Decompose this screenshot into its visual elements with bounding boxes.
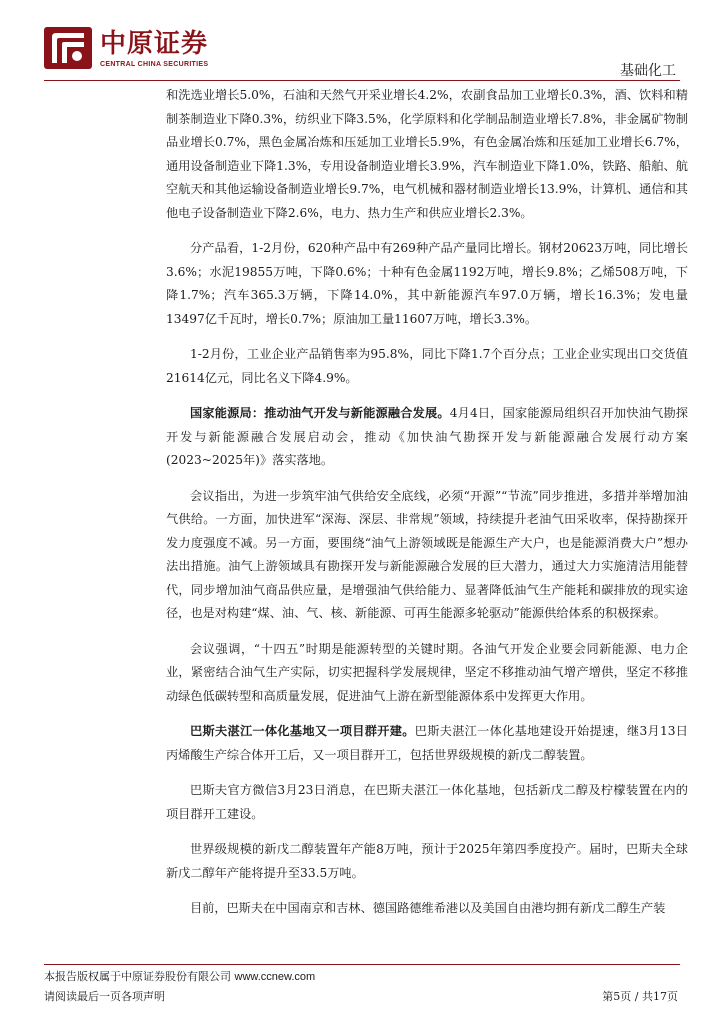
paragraph-text: 和洗选业增长5.0%，石油和天然气开采业增长4.2%，农副食品加工业增长0.3%，酒、饮料和精制茶制造业下降0.3%，纺织业下降3.5%，化学原料和化学制品制造业增长7.8%，非金属矿物制品业增长0.7%，黑色金属冶炼和压延加工业增长5.9%，有色金属冶炼和压延加工业增长6.7%，通用设备制造业下降1.3%，专用设备制造业增长3.9%，汽车制造业下降1.0%，铁路、船舶、航空航天和其他运输设备制造业增长9.7%，电气机械和器材制造业增长13.9%，计算机、通信和其他电子设备制造业下降2.6%，电力、热力生产和供应业增长2.3%。 (166, 88, 688, 220)
paragraph-npg-capacity (166, 838, 688, 885)
logo-chinese-name: 中原证券 (100, 29, 209, 59)
report-section-label: 基础化工 (620, 63, 676, 79)
paragraph-gap (166, 767, 688, 779)
paragraph-meeting-points (166, 485, 688, 626)
news-headline: 巴斯夫湛江一体化基地又一项目群开建。 (190, 724, 415, 738)
paragraph-text: 会议指出，为进一步筑牢油气供给安全底线，必须“开源”“节流”同步推进，多措并举增加油气供给。一方面，加快进军“深海、深层、非常规”领域，持续提升老油气田采收率，保持勘探开发力度强度不减。另一方面，要围绕“油气上游领域既是能源生产大户，也是能源消费大户”想办法出措施。油气上游领域具有勘探开发与新能源融合发展的巨大潜力，通过大力实施清洁用能替代，同步增加油气商品供应量，是增强油气供给能力、显著降低油气生产能耗和碳排放的现实途径，也是对构建“煤、油、气、核、新能源、可再生能源多轮驱动”能源供给体系的积极探索。 (166, 488, 688, 620)
page-header (0, 0, 724, 82)
paragraph-text: 巴斯夫湛江一体化基地建设开始提速，继3月13日丙烯酸生产综合体开工后，又一项目群开工，包括世界级规模的新戊二醇装置。 (166, 724, 688, 762)
footer-disclaimer: 请阅读最后一页各项声明 (44, 990, 165, 1003)
paragraph-gap (166, 390, 688, 402)
paragraph-basf-sites (166, 897, 688, 921)
paragraph-gap (166, 708, 688, 720)
copyright-text: 本报告版权属于中原证券股份有限公司 (44, 970, 231, 983)
paragraph-gap (166, 826, 688, 838)
paragraph-gap (166, 473, 688, 485)
paragraph-gap (166, 626, 688, 638)
paragraph-text: 分产品看，1-2月份，620种产品中有269种产品产量同比增长。钢材20623万吨，同比增长3.6%；水泥19855万吨，下降0.6%；十种有色金属1192万吨，增长9.8%；乙烯508万吨，下降1.7%；汽车365.3万辆，下降14.0%，其中新能源汽车97.0万辆，增长16.3%；发电量13497亿千瓦时，增长0.7%；原油加工量11607万吨，增长3.3%。 (166, 241, 688, 326)
footer-divider (44, 964, 680, 965)
paragraph-industry-growth (166, 84, 688, 225)
paragraph-gap (166, 885, 688, 897)
paragraph-basf-news (166, 720, 688, 767)
website-link[interactable]: www.ccnew.com (234, 971, 316, 983)
logo-english-name: CENTRAL CHINA SECURITIES (100, 61, 209, 68)
report-body (166, 84, 688, 921)
paragraph-nea-news (166, 402, 688, 473)
paragraph-basf-wechat (166, 779, 688, 826)
page-number: 第5页 / 共17页 (602, 990, 678, 1003)
header-divider (44, 80, 680, 81)
paragraph-text: 4月4日，国家能源局组织召开加快油气勘探开发与新能源融合发展启动会，推动《加快油气勘探开发与新能源融合发展行动方案(2023~2025年)》落实落地。 (166, 406, 688, 467)
paragraph-product-output (166, 237, 688, 331)
paragraph-gap (166, 225, 688, 237)
paragraph-text: 巴斯夫官方微信3月23日消息，在巴斯夫湛江一体化基地，包括新戊二醇及柠檬装置在内的项目群开工建设。 (166, 783, 688, 821)
paragraph-text: 目前，巴斯夫在中国南京和吉林、德国路德维希港以及美国自由港均拥有新戊二醇生产装 (190, 901, 666, 915)
paragraph-sales-rate (166, 343, 688, 390)
paragraph-text: 1-2月份，工业企业产品销售率为95.8%，同比下降1.7个百分点；工业企业实现出口交货值21614亿元，同比名义下降4.9%。 (166, 347, 688, 385)
company-logo-mark-icon (44, 27, 92, 69)
footer-copyright (44, 968, 315, 984)
paragraph-gap (166, 331, 688, 343)
company-logo (44, 27, 244, 77)
paragraph-text: 会议强调，“十四五”时期是能源转型的关键时期。各油气开发企业要会同新能源、电力企业，紧密结合油气生产实际，切实把握科学发展规律，坚定不移推动油气增产增供，坚定不移推动绿色低碳转型和高质量发展，促进油气上游在新型能源体系中发挥更大作用。 (166, 641, 688, 703)
paragraph-meeting-emphasis (166, 638, 688, 709)
paragraph-text: 世界级规模的新戊二醇装置年产能8万吨，预计于2025年第四季度投产。届时，巴斯夫全球新戊二醇年产能将提升至33.5万吨。 (166, 842, 688, 880)
news-headline: 国家能源局：推动油气开发与新能源融合发展。 (190, 406, 450, 420)
